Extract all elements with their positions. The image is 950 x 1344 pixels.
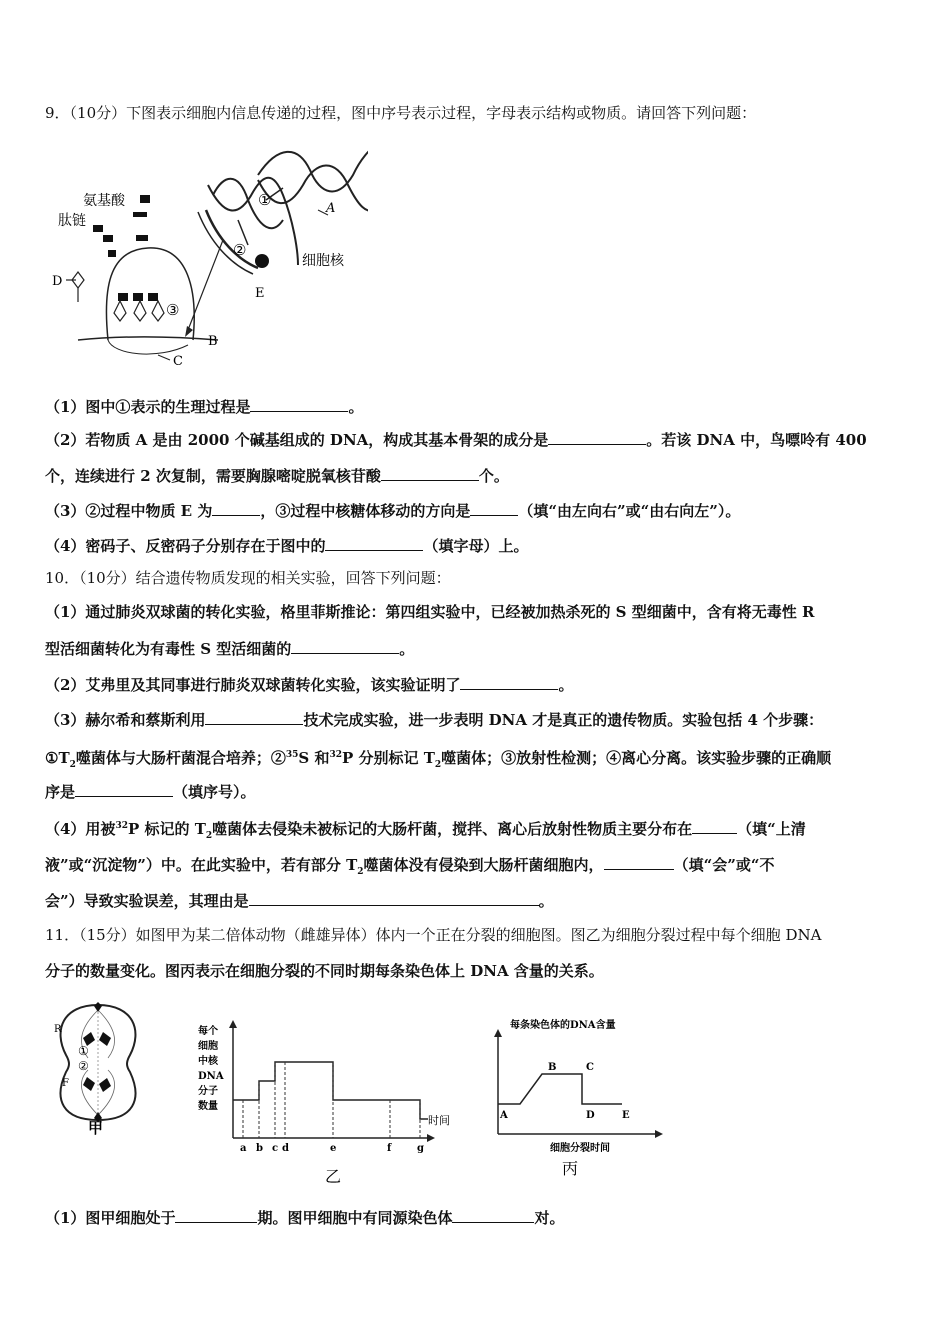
q10-p3-text: （3）赫尔希和蔡斯利用 (45, 711, 206, 729)
q9-blank-3[interactable] (381, 465, 479, 481)
q10-p1-text-b: 型活细菌转化为有毒性 S 型活细菌的 (45, 640, 292, 658)
q10-p3-text-b: 技术完成实验，进一步表明 DNA 才是真正的遗传物质。实验包括 4 个步骤： (303, 711, 824, 729)
q10-blank-3[interactable] (205, 709, 303, 725)
q9-blank-4[interactable] (212, 500, 260, 516)
jia-caption: 甲 (88, 1119, 104, 1135)
yi-ylabel-line: 细胞 (198, 1041, 218, 1052)
jia-m2: ② (78, 1059, 89, 1073)
q9-blank-5[interactable] (470, 500, 518, 516)
q10-p4-c1: 会”）导致实验误差，其理由是 (45, 892, 249, 910)
yi-tick-e: e (330, 1143, 337, 1154)
q11-blank-1[interactable] (175, 1207, 257, 1223)
q10-p1: （1）通过肺炎双球菌的转化实验，格里菲斯推论：第四组实验中，已经被加热杀死的 S 型细菌中，含有将无毒性 R (45, 603, 815, 621)
yi-ylabel-line: 数量 (198, 1101, 218, 1112)
q11-p1-text: （1）图甲细胞处于 (45, 1209, 176, 1227)
jia-m1: ① (78, 1044, 89, 1058)
q10-p2-text-b: 。 (558, 676, 574, 694)
enzyme-e (255, 254, 269, 268)
yi-tick-b: b (256, 1143, 263, 1154)
q9-p2-text: （2）若物质 A 是由 2000 个碱基组成的 DNA，构成其基本骨架的成分是 (45, 431, 549, 449)
q10-p3 (45, 709, 915, 730)
yi-xlabel: 时间 (428, 1114, 450, 1127)
q10-blank-6[interactable] (604, 854, 674, 870)
q10-p4-b3: （填“会”或“不 (673, 856, 775, 874)
label-a: A (326, 201, 336, 216)
q9-p4-text-b: （填字母）上。 (423, 537, 529, 555)
bing-caption: 丙 (562, 1159, 579, 1177)
q9-p1-text: （1）图中①表示的生理过程是 (45, 398, 251, 416)
yi-ylabel-line: DNA (198, 1071, 224, 1082)
q10-p4-a3: 噬菌体去侵染未被标记的大肠杆菌，搅拌、离心后放射性物质主要分布在 (212, 820, 693, 838)
q10-p1-text-c: 。 (399, 640, 415, 658)
yi-tick-a: a (240, 1143, 247, 1154)
q10-blank-1[interactable] (291, 638, 399, 654)
yi-ylabel-line: 中核 (198, 1056, 218, 1067)
q10-blank-7[interactable] (249, 890, 539, 906)
q10-header: 10．（10分）结合遗传物质发现的相关实验，回答下列问题： (45, 569, 451, 587)
label-step2: ② (233, 241, 247, 259)
q9-p4 (45, 535, 915, 556)
q10-p4-a4: （填“上清 (737, 820, 806, 838)
q10-sub2-c: 2 (205, 831, 213, 841)
q10-p4-reason (45, 890, 915, 911)
cell-outline (61, 1005, 136, 1120)
q10-p4-b1: 液”或“沉淀物”）中。在此实验中，若有部分 T (45, 856, 358, 874)
label-b: B (208, 334, 218, 349)
yi-ylabel-line: 每个 (198, 1026, 218, 1037)
yi-tick-g: g (417, 1143, 424, 1154)
q9-p4-text: （4）密码子、反密码子分别存在于图中的 (45, 537, 326, 555)
q10-blank-4[interactable] (75, 781, 173, 797)
yi-caption: 乙 (325, 1167, 342, 1186)
q9-p3-text-b: ，③过程中核糖体移动的方向是 (260, 502, 471, 520)
q9-p1-end: 。 (348, 398, 364, 416)
q11-p1 (45, 1207, 915, 1228)
yi-tick-d: d (282, 1143, 289, 1154)
yi-ylabel-line: 分子 (198, 1086, 218, 1097)
q9-p2-text-c: 个，连续进行 2 次复制，需要胸腺嘧啶脱氧核苷酸 (45, 467, 381, 485)
q9-header: 9．（10分）下图表示细胞内信息传递的过程，图中序号表示过程，字母表示结构或物质。请回答下列问题： (45, 104, 757, 122)
q11-p1-text-c: 对。 (534, 1209, 565, 1227)
q9-p3 (45, 500, 915, 521)
label-d: D (52, 274, 63, 289)
yi-tick-c: c (272, 1143, 279, 1154)
q10-p3-c4: P 分别标记 T (342, 749, 435, 767)
q9-p2-text-b: 。若该 DNA 中，鸟嘌呤有 400 (646, 431, 867, 449)
chart-bing (490, 1012, 665, 1177)
mrna-strand (206, 210, 258, 268)
q10-sup32-b: 32 (115, 821, 128, 831)
q10-p3-c2: 噬菌体与大肠杆菌混合培养；② (75, 749, 286, 767)
label-c: C (173, 354, 183, 369)
q11-blank-2[interactable] (452, 1207, 534, 1223)
membrane-b (78, 337, 218, 340)
yi-series-line (233, 1062, 428, 1119)
q10-p1-cont (45, 638, 915, 659)
q10-sub2-b: 2 (434, 760, 442, 770)
q10-p4 (45, 816, 915, 846)
q11-p1-text-b: 期。图甲细胞中有同源染色体 (257, 1209, 453, 1227)
q10-p3-order (45, 781, 915, 802)
q11-header (45, 925, 915, 945)
q9-blank-6[interactable] (325, 535, 423, 551)
bing-point-B: B (548, 1062, 557, 1073)
label-step1: ① (258, 191, 272, 209)
q10-sup32-a: 32 (329, 750, 343, 760)
q10-sub2-d: 2 (357, 867, 364, 877)
bing-ylabel: 每条染色体的DNA含量 (510, 1020, 616, 1031)
q10-blank-5[interactable] (692, 818, 737, 834)
yi-ylabel (198, 1024, 224, 1112)
q10-p3-c3: S 和 (298, 749, 330, 767)
jia-f: F (62, 1078, 69, 1089)
q10-sup35: 35 (285, 750, 299, 760)
q10-p3-text-e: （填序号）。 (173, 783, 256, 801)
q10-p3-c1: ①T (45, 749, 70, 767)
bing-point-E: E (622, 1110, 630, 1121)
q10-sub2-a: 2 (69, 760, 76, 770)
q9-blank-2[interactable] (548, 429, 646, 445)
yi-tick-f: f (387, 1143, 392, 1154)
q11-header-a: 11．（15分）如图甲为某二倍体动物（雌雄异体）体内一个正在分裂的细胞图。图乙为细胞分裂过程中每个细胞 DNA (45, 926, 822, 944)
chart-yi (195, 1020, 475, 1190)
q11-header-cont: 分子的数量变化。图丙表示在细胞分裂的不同时期每条染色体上 DNA 含量的关系。 (45, 962, 604, 980)
q9-p1 (45, 396, 915, 417)
label-e: E (255, 286, 265, 301)
fig-jia (48, 1000, 148, 1135)
label-step3: ③ (166, 301, 180, 319)
q10-p2 (45, 674, 915, 695)
bing-point-D: D (586, 1110, 595, 1121)
q10-blank-2[interactable] (460, 674, 558, 690)
label-nucleus: 细胞核 (302, 253, 344, 269)
q10-p3-text-d: 序是 (45, 783, 76, 801)
q9-p2-text-d: 个。 (478, 467, 509, 485)
bing-series-line (498, 1074, 622, 1104)
q9-p3-text-c: （填“由左向右”或“由右向左”）。 (518, 502, 741, 520)
q10-p4-c2: 。 (538, 892, 554, 910)
q10-p4-a2: P 标记的 T (127, 820, 206, 838)
bing-point-A: A (500, 1110, 508, 1121)
dna-helix (208, 144, 368, 265)
bing-point-C: C (586, 1062, 594, 1073)
q9-blank-1[interactable] (250, 396, 348, 412)
label-amino-acid: 氨基酸 (83, 193, 125, 209)
q10-p4-cont (45, 854, 915, 882)
q10-p4-a1: （4）用被 (45, 820, 116, 838)
q10-p3-steps (45, 745, 915, 775)
bing-xlabel: 细胞分裂时间 (550, 1143, 610, 1154)
jia-r: R (54, 1024, 62, 1035)
q9-p2-cont (45, 465, 915, 486)
q10-p3-c5: 噬菌体；③放射性检测；④离心分离。该实验步骤的正确顺 (441, 749, 832, 767)
q9-p2 (45, 429, 915, 450)
q10-p2-text: （2）艾弗里及其同事进行肺炎双球菌转化实验，该实验证明了 (45, 676, 461, 694)
q10-p4-b2: 噬菌体没有侵染到大肠杆菌细胞内， (363, 856, 604, 874)
label-peptide: 肽链 (58, 213, 86, 229)
q9-figure (48, 140, 368, 370)
q9-p3-text: （3）②过程中物质 E 为 (45, 502, 213, 520)
